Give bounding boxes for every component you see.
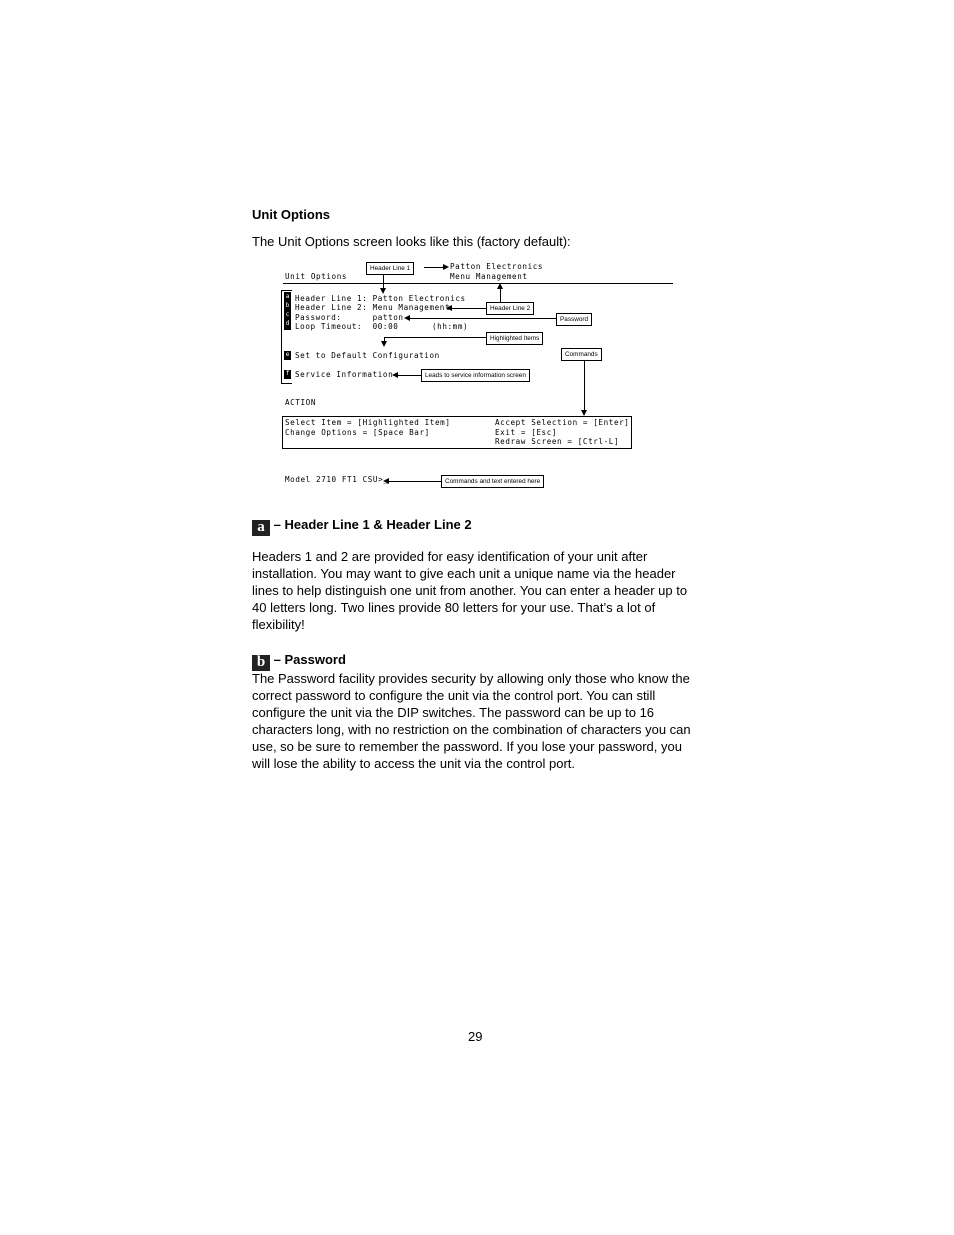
screen-header-right-2: Menu Management	[450, 272, 528, 281]
loop-timeout-unit: (hh:mm)	[432, 322, 469, 331]
callout-connector	[584, 360, 585, 412]
callout-commands: Commands	[561, 348, 602, 361]
section-a-letter: a	[252, 520, 270, 536]
section-b-body: The Password facility provides security by allowing only those who know the correct password to configure the unit via the control port. You can still configure the unit via the DIP switches. The password can be up to 16 characters long, with no restriction on the combination of characters you can use, so be sure to remember the password. If you lose your password, you will lose the ability to access the unit via the control port.	[252, 671, 691, 771]
callout-header-line-2: Header Line 2	[486, 302, 534, 315]
section-b-letter: b	[252, 655, 270, 671]
action-label: ACTION	[285, 398, 317, 407]
callout-password: Password	[556, 313, 592, 326]
command-prompt: Model 2710 FT1 CSU>_	[285, 475, 389, 484]
page-number: 29	[468, 1029, 483, 1044]
menu-item-password: Password: patton	[295, 313, 404, 322]
side-tag-bottom: f	[285, 370, 290, 377]
section-title: Unit Options	[252, 207, 330, 222]
section-b-heading	[252, 652, 346, 671]
callout-connector	[452, 308, 486, 309]
callout-connector	[500, 289, 501, 302]
action-select-item: Select Item = [Highlighted Item]	[285, 418, 451, 427]
section-a-heading	[252, 517, 472, 536]
menu-item-service-info: Service Information	[295, 370, 394, 379]
unit-options-figure	[0, 0, 954, 500]
arrow-up-icon	[497, 283, 503, 289]
callout-connector	[398, 375, 421, 376]
callout-connector	[424, 267, 444, 268]
action-accept-selection: Accept Selection = [Enter]	[495, 418, 630, 427]
arrow-down-icon	[381, 341, 387, 347]
section-a-title: – Header Line 1 & Header Line 2	[273, 517, 472, 532]
side-tag-top: a b c d	[284, 292, 291, 330]
arrow-left-icon	[383, 478, 389, 484]
arrow-right-icon	[443, 264, 449, 270]
header-divider	[283, 283, 673, 284]
callout-connector	[389, 481, 441, 482]
arrow-left-icon	[446, 305, 452, 311]
callout-highlighted-items: Highlighted Items	[486, 332, 543, 345]
arrow-left-icon	[392, 372, 398, 378]
section-b-title: – Password	[273, 652, 346, 667]
callout-commands-text: Commands and text entered here	[441, 475, 544, 488]
callout-connector	[383, 274, 384, 288]
action-exit: Exit = [Esc]	[495, 428, 558, 437]
screen-title: Unit Options	[285, 272, 348, 281]
menu-item-header2: Header Line 2: Menu Management	[295, 303, 451, 312]
arrow-left-icon	[404, 315, 410, 321]
menu-item-header1: Header Line 1: Patton Electronics	[295, 294, 466, 303]
intro-text: The Unit Options screen looks like this (factory default):	[252, 234, 571, 249]
action-box	[282, 416, 632, 449]
action-change-options: Change Options = [Space Bar]	[285, 428, 430, 437]
callout-connector	[410, 318, 556, 319]
callout-header-line-1: Header Line 1	[366, 262, 414, 275]
menu-item-default-config: Set to Default Configuration	[295, 351, 440, 360]
section-a-body: Headers 1 and 2 are provided for easy identification of your unit after installation. You may want to give each unit a unique name via the header lines to help distinguish one unit from another. You can enter a header up to 40 letters long. Two lines provide 80 letters for your use. That’s a lot of flexibility!	[252, 549, 688, 632]
callout-service-info: Leads to service information screen	[421, 369, 530, 382]
action-redraw: Redraw Screen = [Ctrl-L]	[495, 437, 620, 446]
menu-item-loop-timeout: Loop Timeout: 00:00	[295, 322, 399, 331]
callout-connector	[384, 337, 486, 338]
side-tag-middle: e	[285, 351, 290, 358]
screen-header-right-1: Patton Electronics	[450, 262, 544, 271]
